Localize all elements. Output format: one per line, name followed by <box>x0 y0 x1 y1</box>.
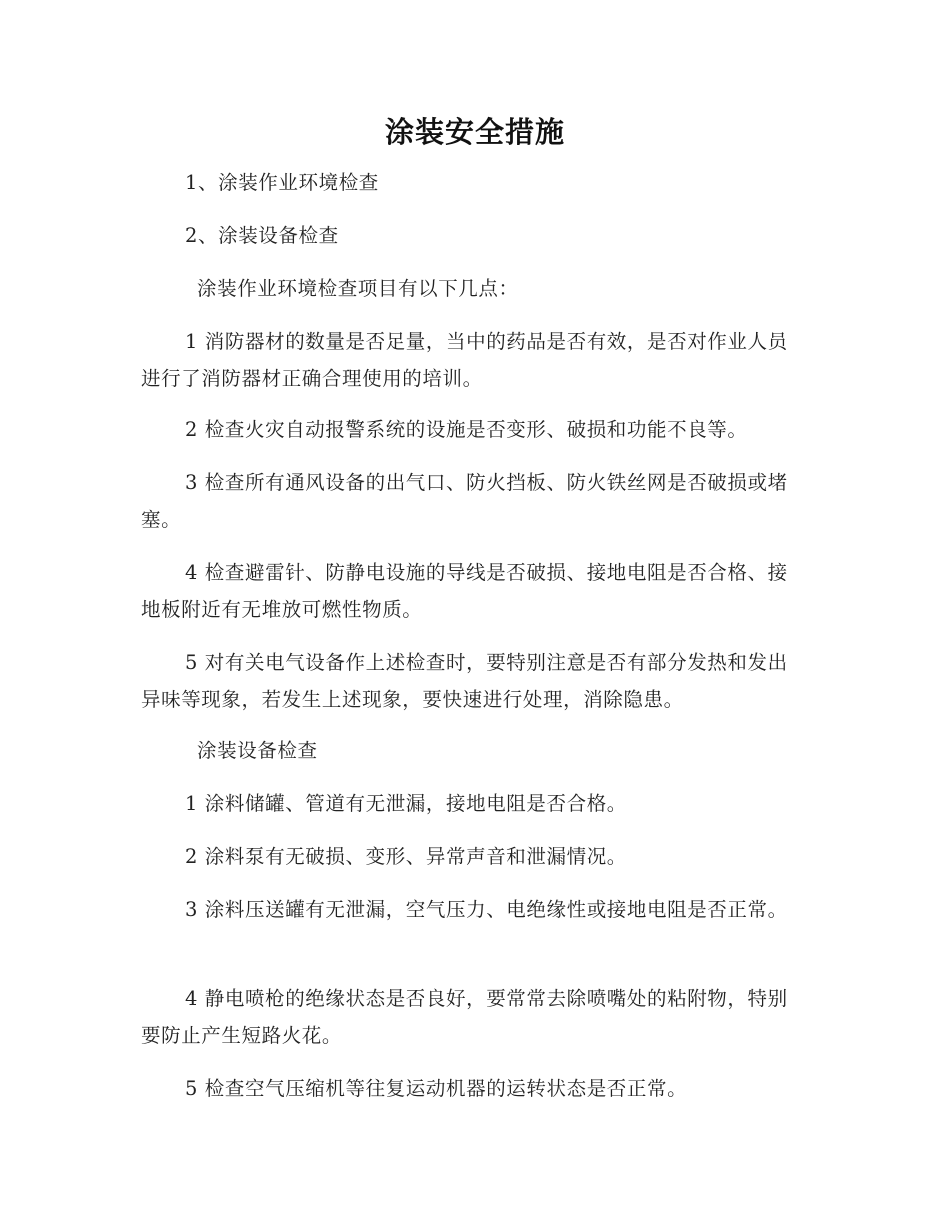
paragraph-equip-check-2: 2 涂料泵有无破损、变形、异常声音和泄漏情况。 <box>185 845 627 868</box>
paragraph-env-check-2: 2 检查火灾自动报警系统的设施是否变形、破损和功能不良等。 <box>185 418 748 441</box>
paragraph-env-check-4: 4 检查避雷针、防静电设施的导线是否破损、接地电阻是否合格、接地板附近有无堆放可燃性物质。 <box>141 561 788 621</box>
paragraph-equip-check-5: 5 检查空气压缩机等往复运动机器的运转状态是否正常。 <box>185 1077 688 1100</box>
document-title: 涂装安全措施 <box>384 115 565 149</box>
paragraph-env-check-3: 3 检查所有通风设备的出气口、防火挡板、防火铁丝网是否破损或堵塞。 <box>141 471 788 531</box>
paragraph-equip-check-4: 4 静电喷枪的绝缘状态是否良好，要常常去除喷嘴处的粘附物，特别要防止产生短路火花。 <box>141 987 788 1047</box>
paragraph-env-check-5: 5 对有关电气设备作上述检查时，要特别注意是否有部分发热和发出异味等现象，若发生上述现象，要快速进行处理，消除隐患。 <box>141 651 788 711</box>
paragraph-item-1: 1、涂装作业环境检查 <box>185 171 379 194</box>
paragraph-equip-check-1: 1 涂料储罐、管道有无泄漏，接地电阻是否合格。 <box>185 792 627 815</box>
paragraph-item-2: 2、涂装设备检查 <box>185 224 339 247</box>
paragraph-section-heading-environment: 涂装作业环境检查项目有以下几点： <box>197 277 519 300</box>
paragraph-section-heading-equipment: 涂装设备检查 <box>197 739 318 762</box>
paragraph-env-check-1: 1 消防器材的数量是否足量，当中的药品是否有效，是否对作业人员进行了消防器材正确合理使用的培训。 <box>141 330 788 390</box>
paragraph-equip-check-3: 3 涂料压送罐有无泄漏，空气压力、电绝缘性或接地电阻是否正常。 <box>185 898 788 921</box>
